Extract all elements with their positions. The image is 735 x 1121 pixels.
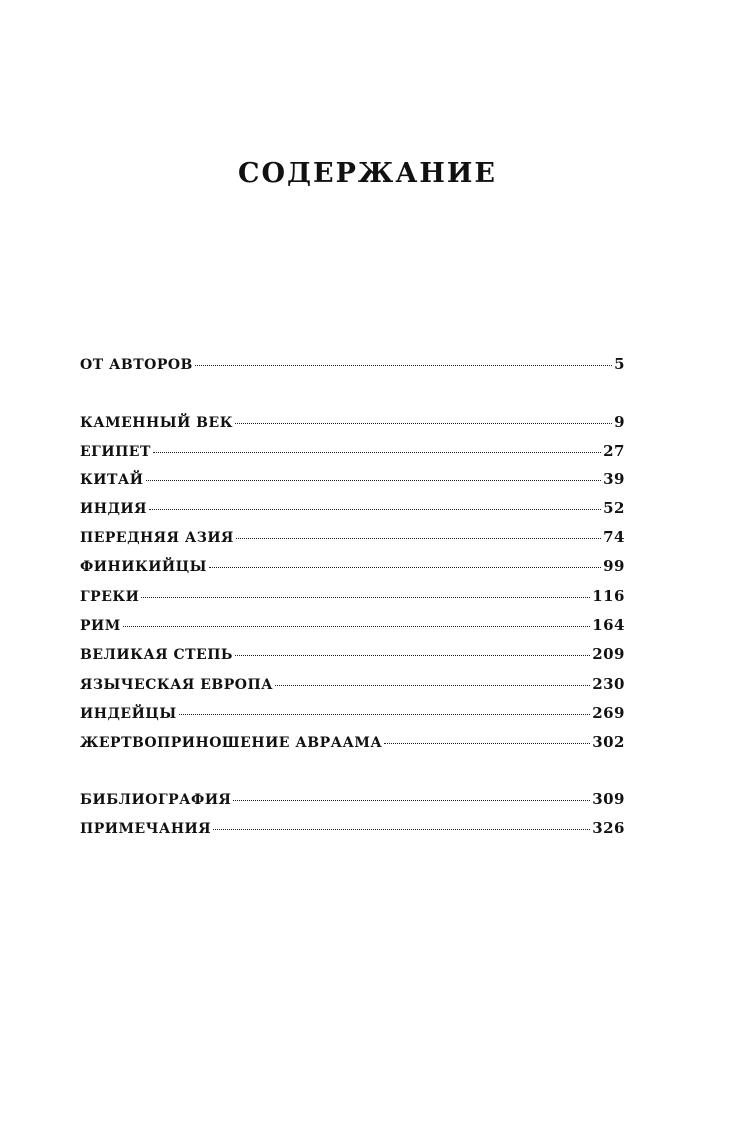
toc-entry-label: КАМЕННЫЙ ВЕК (80, 415, 233, 431)
toc-entry[interactable] (80, 499, 625, 519)
dot-leader (141, 597, 590, 598)
toc-entry-label: БИБЛИОГРАФИЯ (80, 792, 232, 808)
toc-entry-label: ФИНИКИЙЦЫ (80, 559, 208, 575)
toc-entry-label: ИНДЕЙЦЫ (80, 706, 177, 722)
dot-leader (235, 655, 590, 656)
toc-entry-page: 164 (592, 616, 625, 634)
dot-leader (146, 480, 602, 481)
toc-entry[interactable] (80, 616, 625, 636)
dot-leader (233, 800, 590, 801)
toc-entry-label: ЖЕРТВОПРИНОШЕНИЕ АВРААМА (80, 735, 383, 751)
toc-entry-page: 39 (603, 470, 625, 488)
toc-entry-page: 116 (592, 587, 625, 605)
toc-entry-page: 99 (603, 557, 625, 575)
toc-entry-label: РИМ (80, 618, 121, 634)
toc-entry-label: ЕГИПЕТ (80, 444, 151, 460)
dot-leader (179, 714, 591, 715)
toc-entry-label: ЯЗЫЧЕСКАЯ ЕВРОПА (80, 677, 274, 693)
dot-leader (235, 423, 612, 424)
page-title: СОДЕРЖАНИЕ (238, 158, 497, 189)
toc-entry-page: 27 (603, 442, 625, 460)
toc-entry-page: 52 (603, 499, 625, 517)
toc-entry-page: 269 (592, 704, 625, 722)
toc-entry-page: 302 (592, 733, 625, 751)
toc-entry[interactable] (80, 645, 625, 665)
toc-entry[interactable] (80, 790, 625, 810)
toc-entry-label: ИНДИЯ (80, 501, 147, 517)
dot-leader (384, 743, 590, 744)
toc-entry[interactable] (80, 704, 625, 724)
toc-entry-label: ВЕЛИКАЯ СТЕПЬ (80, 647, 233, 663)
dot-leader (123, 626, 590, 627)
toc-entry-label: ОТ АВТОРОВ (80, 357, 193, 373)
toc-entry[interactable] (80, 819, 625, 839)
toc-entry[interactable] (80, 587, 625, 607)
toc-entry[interactable] (80, 557, 625, 577)
toc-entry-label: ГРЕКИ (80, 589, 140, 605)
dot-leader (236, 538, 601, 539)
toc-entry[interactable] (80, 675, 625, 695)
dot-leader (209, 567, 601, 568)
toc-entry-page: 309 (592, 790, 625, 808)
toc-entry-page: 209 (592, 645, 625, 663)
toc-entry[interactable] (80, 442, 625, 462)
toc-entry-label: ПЕРЕДНЯЯ АЗИЯ (80, 530, 234, 546)
toc-entry-page: 326 (592, 819, 625, 837)
dot-leader (213, 829, 590, 830)
toc-entry-page: 74 (603, 528, 625, 546)
toc-entry-page: 5 (614, 355, 625, 373)
toc-entry-page: 9 (614, 413, 625, 431)
toc-entry[interactable] (80, 733, 625, 753)
toc-entry[interactable] (80, 470, 625, 490)
toc-entry-label: ПРИМЕЧАНИЯ (80, 821, 212, 837)
toc-entry-page: 230 (592, 675, 625, 693)
toc-entry[interactable] (80, 528, 625, 548)
toc-entry[interactable] (80, 413, 625, 433)
toc-entry-label: КИТАЙ (80, 472, 144, 488)
dot-leader (153, 452, 601, 453)
dot-leader (149, 509, 601, 510)
dot-leader (195, 365, 612, 366)
toc-entry[interactable] (80, 355, 625, 375)
dot-leader (275, 685, 590, 686)
